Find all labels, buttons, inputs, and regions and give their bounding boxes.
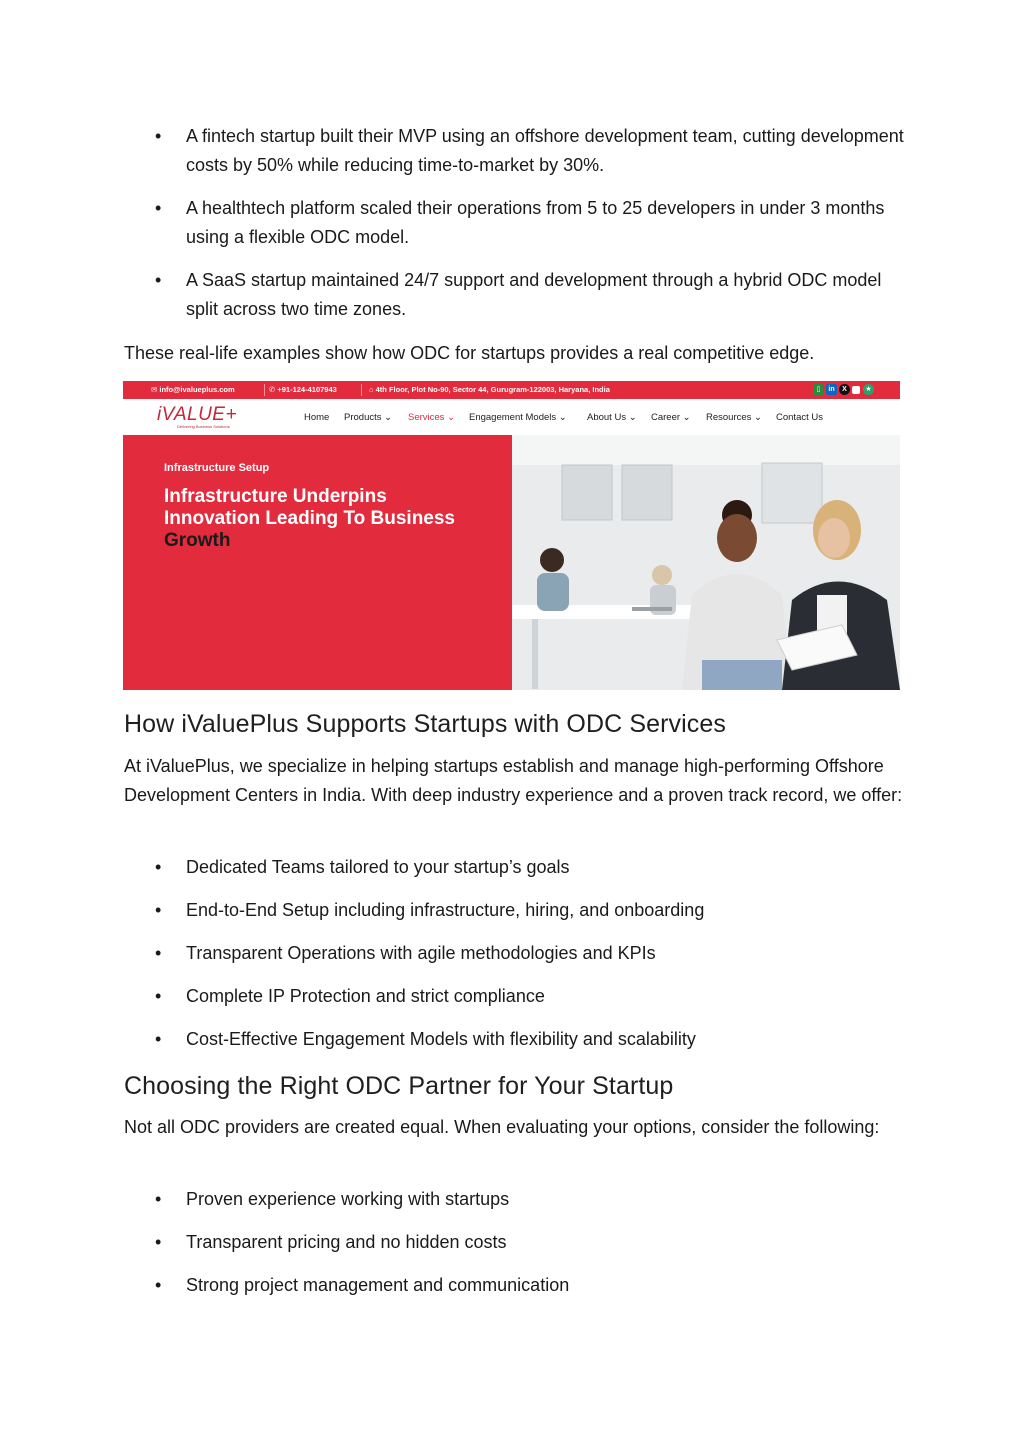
nav-products: Products ⌄ xyxy=(344,412,393,423)
nav-services: Services ⌄ xyxy=(408,412,456,423)
list-item: • Dedicated Teams tailored to your startup’s goals xyxy=(124,853,904,882)
section-intro-choosing-partner: Not all ODC providers are created equal. When evaluating your options, consider the following: xyxy=(124,1117,880,1137)
website-navbar xyxy=(123,399,900,435)
x-icon: X xyxy=(839,384,850,395)
phone-text: ✆ +91-124-4107943 xyxy=(269,385,337,394)
ivalue-logo: iVALUE+ xyxy=(157,404,238,425)
logo-tagline: Delivering Business Solutions xyxy=(177,424,230,429)
linkedin-icon: in xyxy=(826,384,837,395)
list-item: • Proven experience working with startups xyxy=(124,1185,904,1214)
list-item: • A fintech startup built their MVP using an offshore development team, cutting development costs by 50% while reducing time-to-market by 30%. xyxy=(124,122,904,180)
hero-eyebrow: Infrastructure Setup xyxy=(164,462,270,474)
nav-resources: Resources ⌄ xyxy=(706,412,763,423)
list-item: • Transparent pricing and no hidden costs xyxy=(124,1228,904,1257)
section-heading-odc-support: How iValuePlus Supports Startups with ODC Services xyxy=(124,710,726,738)
list-item: • End-to-End Setup including infrastructure, hiring, and onboarding xyxy=(124,896,904,925)
star-icon: ★ xyxy=(863,384,874,395)
whatsapp-icon: ▯ xyxy=(813,384,824,395)
list-item: • Cost-Effective Engagement Models with flexibility and scalability xyxy=(124,1025,904,1054)
address-text: ⌂ 4th Floor, Plot No-90, Sector 44, Gurugram-122003, Haryana, India xyxy=(369,385,610,394)
nav-career: Career ⌄ xyxy=(651,412,691,423)
office-photo xyxy=(512,435,900,690)
list-item: • Strong project management and communication xyxy=(124,1271,904,1300)
email-text: ✉ info@ivalueplus.com xyxy=(151,385,235,394)
section-heading-choosing-partner: Choosing the Right ODC Partner for Your Startup xyxy=(124,1072,674,1100)
nav-engagement-models: Engagement Models ⌄ xyxy=(469,412,567,423)
nav-contact-us: Contact Us xyxy=(776,412,823,423)
instagram-icon xyxy=(852,386,860,394)
list-item: • Transparent Operations with agile methodologies and KPIs xyxy=(124,939,904,968)
website-screenshot-image xyxy=(123,381,900,690)
list-item: • Complete IP Protection and strict compliance xyxy=(124,982,904,1011)
summary-paragraph: These real-life examples show how ODC for startups provides a real competitive edge. xyxy=(124,343,815,363)
list-item: • A SaaS startup maintained 24/7 support and development through a hybrid ODC model split across two time zones. xyxy=(124,266,904,324)
criteria-list xyxy=(124,1185,904,1314)
section-intro-odc-support: At iValuePlus, we specialize in helping startups establish and manage high-performing Offshore Development Centers in India. With deep industry experience and a proven track record, we offer: xyxy=(124,756,903,805)
offerings-list xyxy=(124,853,904,1068)
nav-about-us: About Us ⌄ xyxy=(587,412,637,423)
nav-home: Home xyxy=(304,412,330,423)
list-item: • A healthtech platform scaled their operations from 5 to 25 developers in under 3 months using a flexible ODC model. xyxy=(124,194,904,252)
case-study-list xyxy=(124,122,904,338)
website-topbar xyxy=(123,381,900,399)
hero-title: Infrastructure Underpins Innovation Leading To Business Growth xyxy=(164,486,456,551)
